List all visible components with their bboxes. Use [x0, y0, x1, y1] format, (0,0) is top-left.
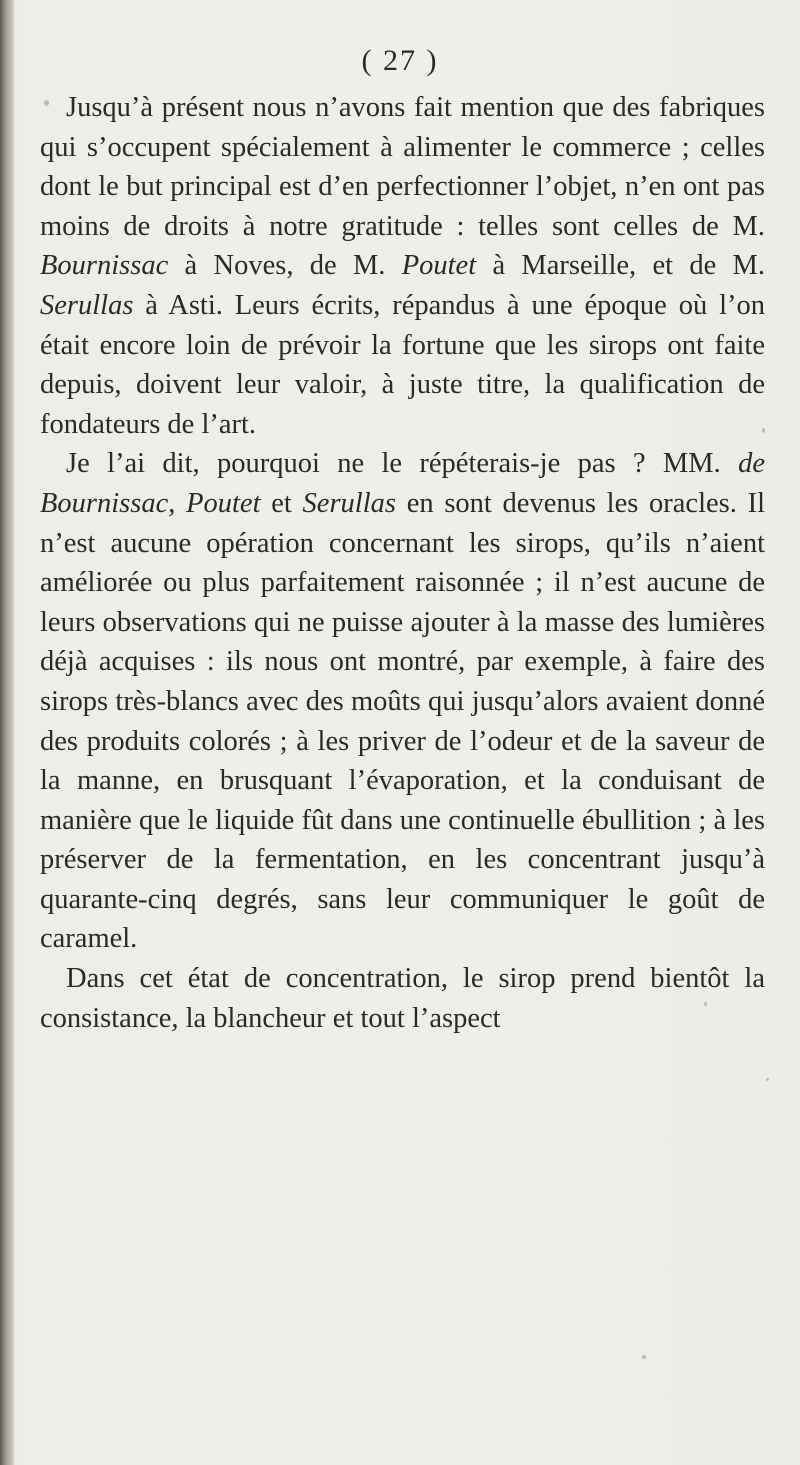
paragraph-3 [40, 959, 765, 1038]
page-number: ( 27 ) [361, 44, 439, 77]
text-segment: Jusqu’à présent nous n’avons fait mention que des fabriques qui s’occupent spécialement à alimenter le commerce ; celles dont le but principal est d’en perfectionner l’objet, n’en ont pas moins de droits à notre gratitude : telles sont celles de M. [40, 92, 765, 242]
text-segment: à Marseille, et de M. [476, 250, 765, 282]
text-segment: à Noves, de M. [168, 250, 402, 282]
author-name-poutet: Poutet [186, 487, 261, 519]
paragraph-1 [40, 88, 765, 444]
author-name-de-bournissac: de Bournissac [40, 448, 765, 519]
binding-edge [0, 0, 14, 1465]
text-segment: et [260, 487, 303, 519]
text-segment: , [168, 487, 187, 519]
paper-speck [44, 100, 49, 106]
text-segment: en sont devenus les oracles. Il n’est aucune opération concernant les sirops, qu’ils n’aient améliorée ou plus parfaitement raisonnée ; il n’est aucune de leurs observations qui ne puisse ajouter à la masse des lumières déjà acquises : ils nous ont montré, par exemple, à faire des sirops très-blancs avec des moûts qui jusqu’alors avaient donné des produits colorés ; à les priver de l’odeur et de la saveur de la manne, en brusquant l’évaporation, et la conduisant de manière que le liquide fût dans une continuelle ébullition ; à les préserver de la fermentation, en les concentrant jusqu’à quarante-cinq degrés, sans leur communiquer le goût de caramel. [40, 487, 766, 955]
paragraph-2 [40, 444, 765, 959]
paper-speck [762, 428, 765, 433]
text-segment: Dans cet état de concentration, le sirop prend bientôt la consistance, la blancheur et tout l’aspect [40, 963, 765, 1034]
body-text [40, 88, 765, 1038]
author-name-serullas: Serullas [302, 487, 396, 519]
paper-speck [704, 1002, 707, 1006]
paper-speck [766, 1078, 769, 1081]
text-segment: à Asti. Leurs écrits, répandus à une époque où l’on était encore loin de prévoir la fortune que les sirops ont faite depuis, doivent leur valoir, à juste titre, la qualification de fondateurs de l’art. [40, 289, 765, 440]
author-name-bournissac: Bournissac [40, 250, 169, 282]
text-segment: Je l’ai dit, pourquoi ne le répéterais-je pas ? MM. [66, 448, 739, 480]
author-name-serullas: Serullas [40, 289, 134, 321]
author-name-poutet: Poutet [401, 250, 477, 282]
paper-speck [642, 1355, 646, 1359]
